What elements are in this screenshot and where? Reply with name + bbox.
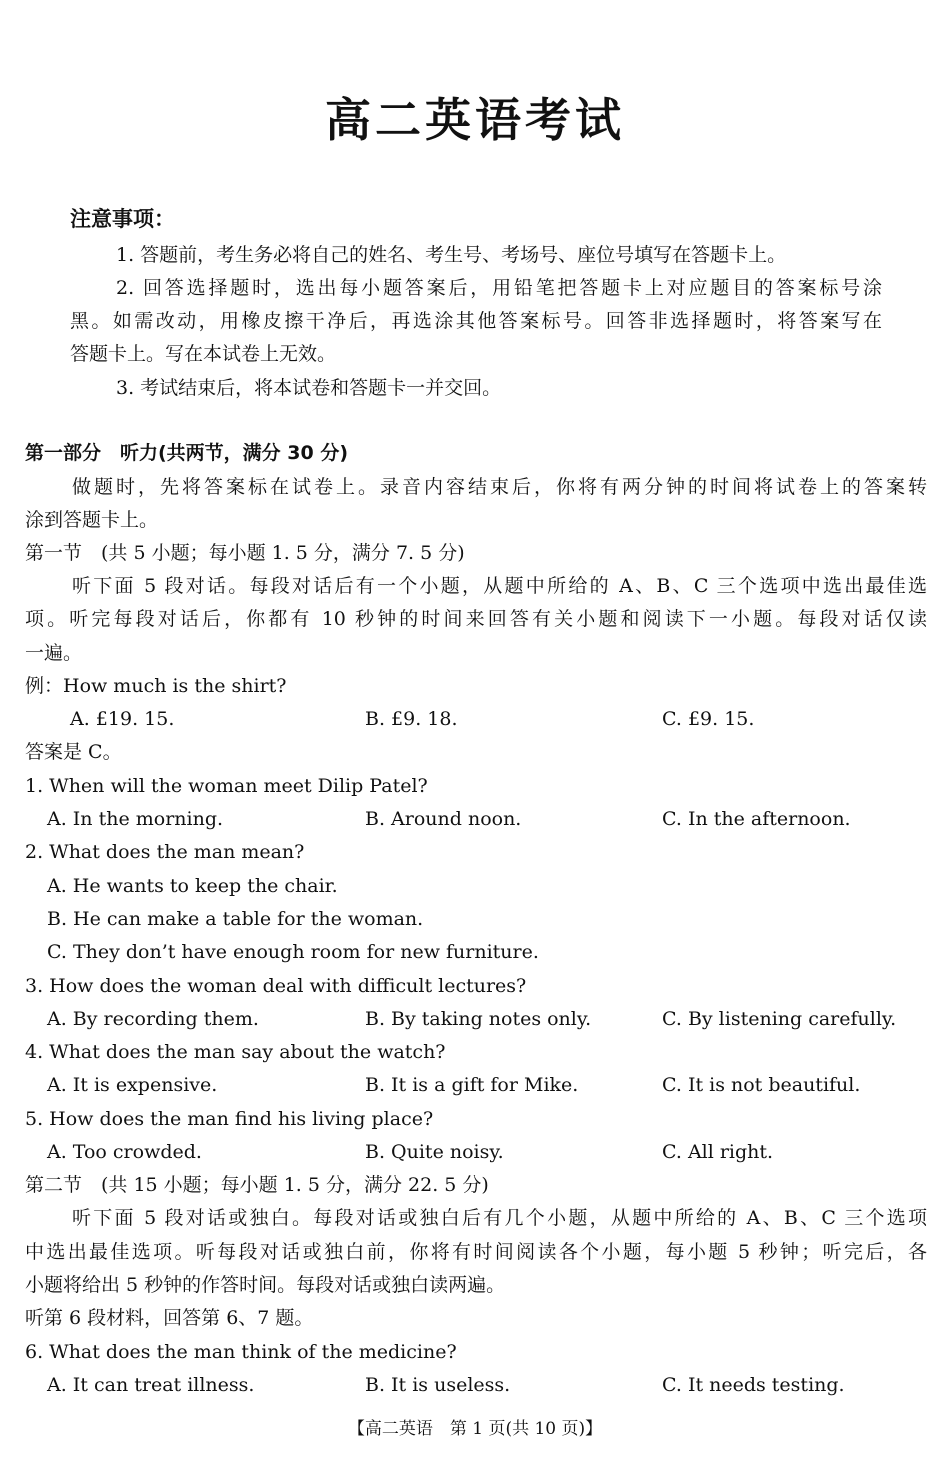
question-4-option-a: A. It is expensive. xyxy=(47,1074,218,1096)
section2-intro-line-2: 中选出最佳选项。听每段对话或独白前，你将有时间阅读各个小题，每小题 5 秒钟；听完后，各 xyxy=(25,1241,927,1263)
question-5-option-c: C. All right. xyxy=(662,1141,774,1163)
section2-heading: 第二节 (共 15 小题；每小题 1. 5 分，满分 22. 5 分) xyxy=(25,1174,489,1196)
question-2: 2. What does the man mean? xyxy=(25,841,305,863)
notice-heading: 注意事项： xyxy=(70,207,175,231)
material-6-instruction: 听第 6 段材料，回答第 6、7 题。 xyxy=(25,1307,314,1329)
section1-heading: 第一节 (共 5 小题；每小题 1. 5 分，满分 7. 5 分) xyxy=(25,542,465,564)
question-5: 5. How does the man find his living place? xyxy=(25,1108,434,1130)
question-6-option-c: C. It needs testing. xyxy=(662,1374,845,1396)
page-footer: 【高二英语 第 1 页(共 10 页)】 xyxy=(347,1419,603,1439)
example-option-b: B. £9. 18. xyxy=(365,708,458,730)
section2-intro-line-1: 听下面 5 段对话或独白。每段对话或独白后有几个小题，从题中所给的 A、B、C 三个选项 xyxy=(72,1207,927,1229)
notice-item-2-line-1: 2. 回答选择题时，选出每小题答案后，用铅笔把答题卡上对应题目的答案标号涂 xyxy=(116,277,882,299)
question-4: 4. What does the man say about the watch? xyxy=(25,1041,446,1063)
notice-item-1: 1. 答题前，考生务必将自己的姓名、考生号、考场号、座位号填写在答题卡上。 xyxy=(116,244,787,266)
section1-intro-line-3: 一遍。 xyxy=(25,642,83,664)
question-1-option-b: B. Around noon. xyxy=(365,808,522,830)
question-5-option-a: A. Too crowded. xyxy=(47,1141,202,1163)
exam-title: 高二英语考试 xyxy=(325,93,625,147)
question-6: 6. What does the man think of the medicine? xyxy=(25,1341,457,1363)
section1-intro-line-2: 项。听完每段对话后，你都有 10 秒钟的时间来回答有关小题和阅读下一小题。每段对话仅读 xyxy=(25,608,927,630)
question-3-option-a: A. By recording them. xyxy=(47,1008,259,1030)
question-2-option-b: B. He can make a table for the woman. xyxy=(47,908,424,930)
question-6-option-a: A. It can treat illness. xyxy=(47,1374,255,1396)
question-4-option-c: C. It is not beautiful. xyxy=(662,1074,861,1096)
example-option-c: C. £9. 15. xyxy=(662,708,755,730)
question-1: 1. When will the woman meet Dilip Patel? xyxy=(25,775,428,797)
question-3-option-c: C. By listening carefully. xyxy=(662,1008,897,1030)
notice-item-2-line-2: 黑。如需改动，用橡皮擦干净后，再选涂其他答案标号。回答非选择题时，将答案写在 xyxy=(70,310,882,332)
part1-intro-line-1: 做题时，先将答案标在试卷上。录音内容结束后，你将有两分钟的时间将试卷上的答案转 xyxy=(72,476,927,498)
part1-intro-line-2: 涂到答题卡上。 xyxy=(25,509,159,531)
question-2-option-a: A. He wants to keep the chair. xyxy=(47,875,338,897)
question-1-option-c: C. In the afternoon. xyxy=(662,808,851,830)
question-5-option-b: B. Quite noisy. xyxy=(365,1141,504,1163)
notice-item-2-line-3: 答题卡上。写在本试卷上无效。 xyxy=(70,343,337,365)
notice-item-3: 3. 考试结束后，将本试卷和答题卡一并交回。 xyxy=(116,377,502,399)
question-4-option-b: B. It is a gift for Mike. xyxy=(365,1074,579,1096)
part1-heading: 第一部分 听力(共两节，满分 30 分) xyxy=(25,442,349,464)
example-answer: 答案是 C。 xyxy=(25,741,122,763)
question-3: 3. How does the woman deal with difficult lectures? xyxy=(25,975,527,997)
question-2-option-c: C. They don’t have enough room for new furniture. xyxy=(47,941,539,963)
example-question: 例：How much is the shirt? xyxy=(25,675,287,697)
section1-intro-line-1: 听下面 5 段对话。每段对话后有一个小题，从题中所给的 A、B、C 三个选项中选出最佳选 xyxy=(72,575,927,597)
question-3-option-b: B. By taking notes only. xyxy=(365,1008,592,1030)
question-6-option-b: B. It is useless. xyxy=(365,1374,511,1396)
section2-intro-line-3: 小题将给出 5 秒钟的作答时间。每段对话或独白读两遍。 xyxy=(25,1274,506,1296)
example-option-a: A. £19. 15. xyxy=(70,708,175,730)
question-1-option-a: A. In the morning. xyxy=(47,808,224,830)
